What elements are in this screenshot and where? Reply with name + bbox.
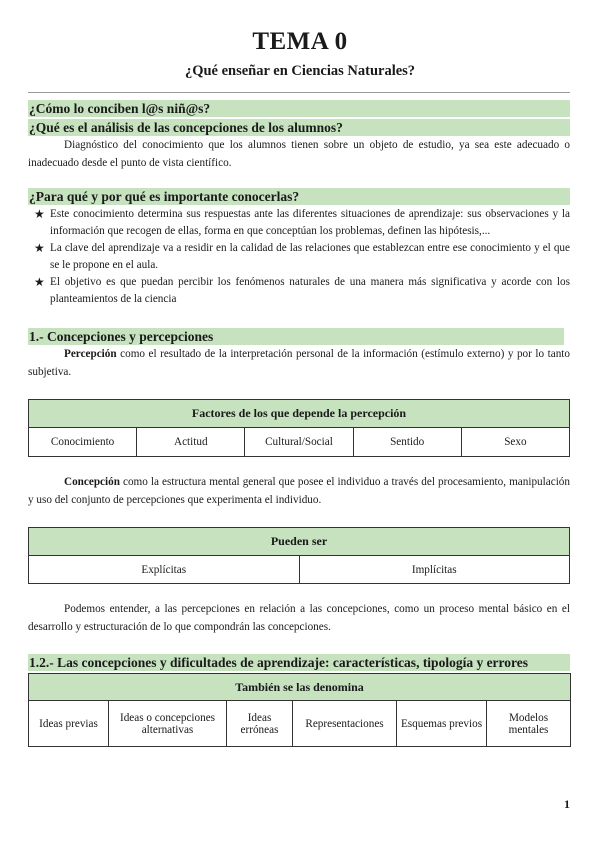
table-cell: Explícitas bbox=[29, 556, 300, 584]
table-cell: Ideas previas bbox=[29, 701, 109, 747]
page-title: TEMA 0 bbox=[252, 28, 348, 55]
bullet-text: La clave del aprendizaje va a residir en la calidad de las relaciones que establezcan entre ese conocimiento y el que se le propone en el aula. bbox=[50, 242, 570, 271]
factors-table-header: Factores de los que depende la percepción bbox=[29, 400, 570, 428]
list-item bbox=[34, 240, 570, 274]
understand-paragraph bbox=[28, 600, 570, 636]
perception-text: como el resultado de la interpretación personal de la información (estímulo externo) y por lo tanto subjetiva. bbox=[28, 348, 570, 378]
table-cell: Esquemas previos bbox=[397, 701, 487, 747]
table-cell: Actitud bbox=[137, 428, 245, 457]
perception-factors-table bbox=[28, 399, 570, 457]
heading-section-1-2: 1.2.- Las concepciones y dificultades de aprendizaje: características, tipología y errores bbox=[28, 654, 570, 671]
star-icon: ★ bbox=[34, 207, 45, 221]
heading-why-important: ¿Para qué y por qué es importante conocerlas? bbox=[28, 188, 570, 205]
analysis-paragraph bbox=[28, 136, 570, 172]
analysis-text: Diagnóstico del conocimiento que los alumnos tienen sobre un objeto de estudio, ya sea este adecuado o inadecuado desde el punto de vista científico. bbox=[28, 139, 570, 169]
page-subtitle: ¿Qué enseñar en Ciencias Naturales? bbox=[184, 63, 416, 79]
types-table-header: Pueden ser bbox=[29, 528, 570, 556]
why-bullet-list bbox=[34, 206, 570, 308]
conception-term: Concepción bbox=[64, 476, 120, 488]
perception-term: Percepción bbox=[64, 348, 117, 360]
heading-section-1: 1.- Concepciones y percepciones bbox=[28, 328, 564, 345]
conception-paragraph bbox=[28, 473, 570, 509]
bullet-text: Este conocimiento determina sus respuestas ante las diferentes situaciones de aprendizaje: sus observaciones y la información que recogen de ellas, forma en que conceptúan los problemas, definen las hipótesis,... bbox=[50, 208, 570, 237]
table-cell: Representaciones bbox=[293, 701, 397, 747]
heading-analysis: ¿Qué es el análisis de las concepciones de los alumnos? bbox=[28, 119, 570, 136]
conception-names-table bbox=[28, 673, 571, 747]
title-divider bbox=[28, 92, 570, 93]
table-cell: Ideas o concepciones alternativas bbox=[109, 701, 227, 747]
conception-types-table bbox=[28, 527, 570, 584]
star-icon: ★ bbox=[34, 241, 45, 255]
heading-children-conception: ¿Cómo lo conciben l@s niñ@s? bbox=[28, 100, 570, 117]
table-cell: Implícitas bbox=[299, 556, 570, 584]
page-number: 1 bbox=[564, 797, 570, 811]
perception-paragraph bbox=[28, 345, 570, 381]
table-cell: Cultural/Social bbox=[245, 428, 353, 457]
table-cell: Sentido bbox=[353, 428, 461, 457]
star-icon: ★ bbox=[34, 275, 45, 289]
table-cell: Modelos mentales bbox=[487, 701, 571, 747]
understand-text: Podemos entender, a las percepciones en relación a las concepciones, como un proceso mental básico en el desarrollo y estructuración de lo que compondrán las concepciones. bbox=[28, 603, 570, 633]
table-cell: Sexo bbox=[461, 428, 569, 457]
conception-text: como la estructura mental general que posee el individuo a través del procesamiento, manipulación y uso del conjunto de percepciones que experimenta el individuo. bbox=[28, 476, 570, 506]
names-table-header: También se las denomina bbox=[29, 674, 571, 701]
table-cell: Conocimiento bbox=[29, 428, 137, 457]
list-item bbox=[34, 206, 570, 240]
bullet-text: El objetivo es que puedan percibir los fenómenos naturales de una manera más significativa y acorde con los planteamientos de la ciencia bbox=[50, 276, 570, 305]
list-item bbox=[34, 274, 570, 308]
table-cell: Ideas erróneas bbox=[227, 701, 293, 747]
